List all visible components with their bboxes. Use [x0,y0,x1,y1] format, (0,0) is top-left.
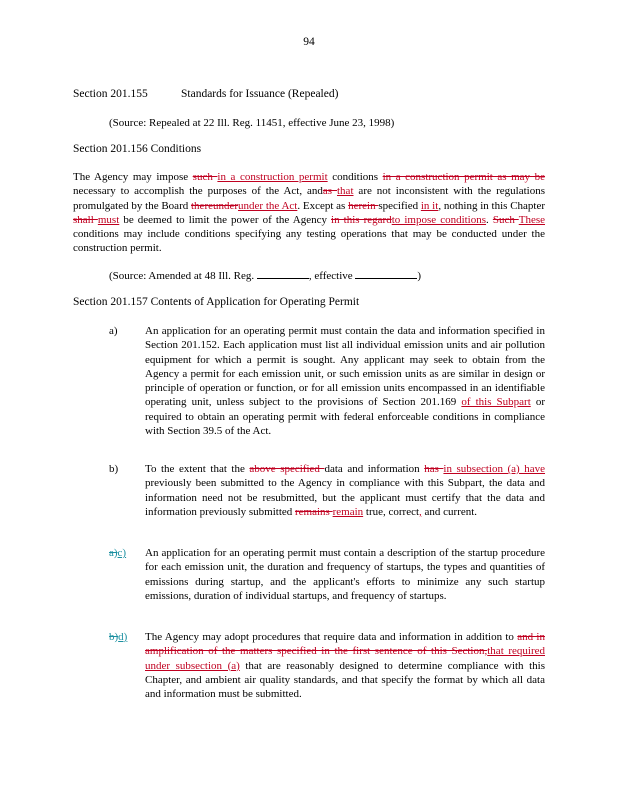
section-156-source-note: (Source: Amended at 48 Ill. Reg. , effective ) [109,270,422,282]
page-number: 94 [303,36,315,48]
subsection-d-label: b)d) [109,631,128,643]
register-page-blank [257,268,309,279]
subsection-a-text: An application for an operating permit must contain the data and information specified in Section 201.152. Each application must list all individual emission units and air pollution equipment for which a permit is sought. Any applicant may seek to obtain from the Agency a permit for each emission unit, or such emission units as are similar in design or principle of operation or function, or for all emission units encompassed in an identifiable operating unit, unless subject to the provisions of Section 201.169 of this Subpart or required to obtain an operating permit with federal enforceable conditions in compliance with Section 39.5 of the Act. [145,325,545,438]
section-156-heading: Section 201.156 Conditions [73,143,202,155]
subsection-c-text: An application for an operating permit must contain a description of the startup procedure for each emission unit, the duration and frequency of startups, the types and quantities of emissions during startup, and the applicant's efforts to minimize any such startup emissions, duration of individual startups, and frequency of startups. [145,547,545,602]
subsection-a-label: a) [109,325,118,337]
section-155-number: Section 201.155 [73,88,148,100]
section-157-heading: Section 201.157 Contents of Application for Operating Permit [73,296,360,308]
section-156-paragraph: The Agency may impose such in a construction permit conditions in a construction permit as may be necessary to accomplish the purposes of the Act, andas that are not inconsistent with the regulations promulgated by the Board thereunderunder the Act. Except as herein specified in it, nothing in this Chapter shall must be deemed to limit the power of the Agency in this regardto impose conditions. Such These conditions may include conditions specifying any testing operations that may be conducted under the construction permit. [73,171,546,255]
section-155-heading [73,88,338,100]
effective-date-blank [355,268,417,279]
subsection-b-label: b) [109,463,119,475]
subsection-d-text: The Agency may adopt procedures that require data and information in addition to and in amplification of the matters specified in the first sentence of this Section,that required under subsection (a) that are reasonably designed to determine compliance with this Chapter, and ambient air quality standards, and that specify the format by which all data and information must be submitted. [145,631,545,701]
subsection-b-text: To the extent that the above specified data and information has in subsection (a) have previously been submitted to the Agency in compliance with this Subpart, the data and information need not be resubmitted, but the applicant must certify that the data and information previously submitted remains remain true, correct, and current. [145,463,546,518]
section-155-title: Standards for Issuance (Repealed) [181,88,339,100]
section-155-source-note: (Source: Repealed at 22 Ill. Reg. 11451, effective June 23, 1998) [109,117,395,129]
subsection-c-label: a)c) [109,547,127,559]
